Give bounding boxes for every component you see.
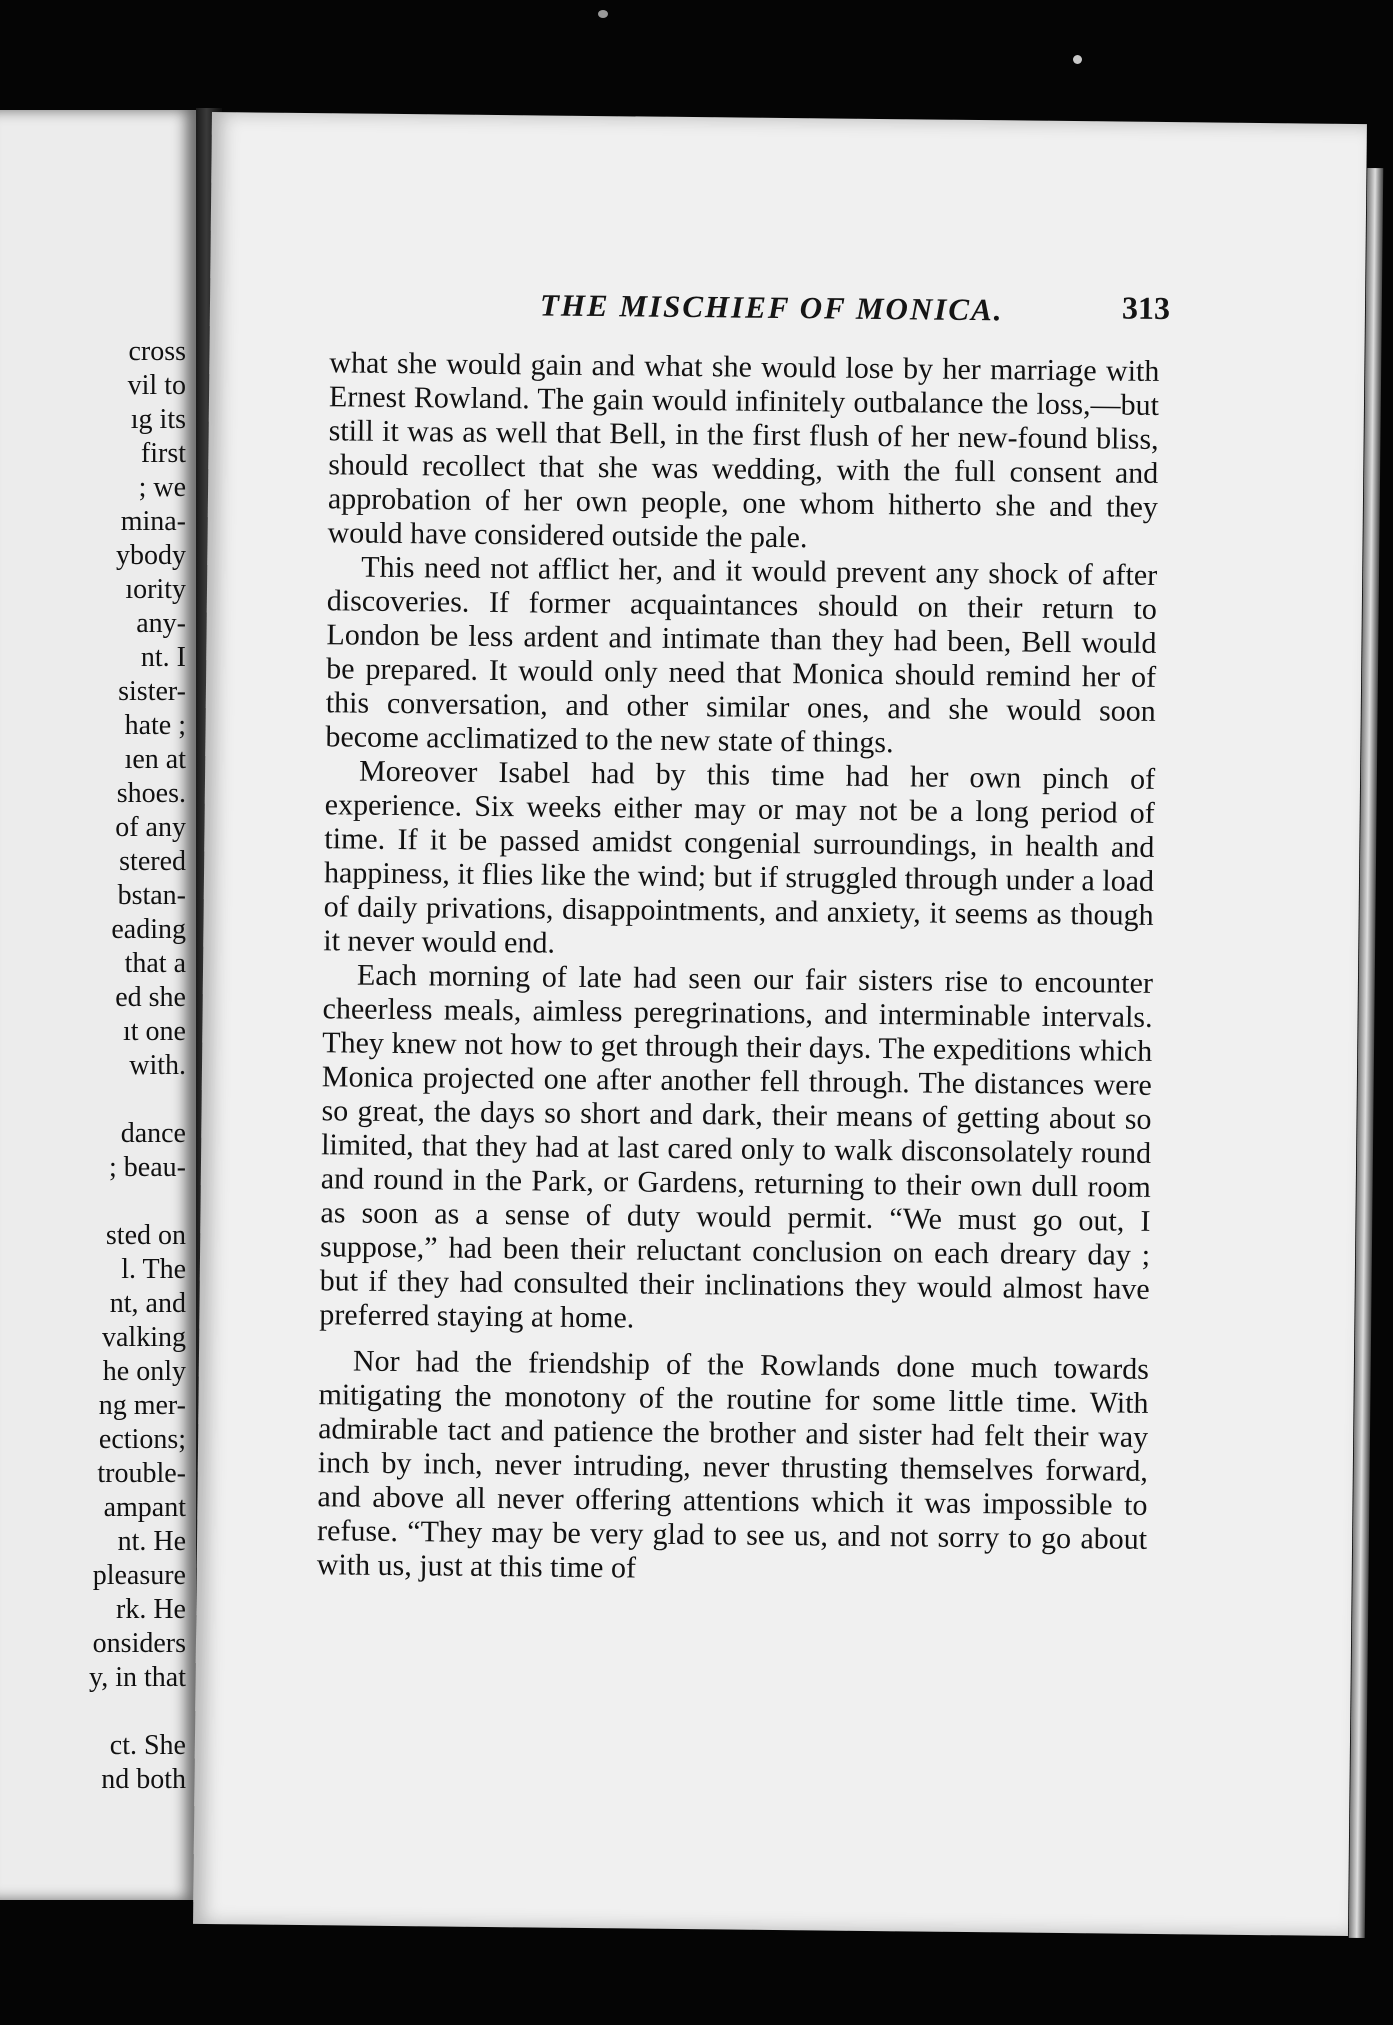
left-page-line: nt, and: [109, 1288, 186, 1319]
left-page-line: stered: [119, 846, 186, 877]
left-page-line: ections;: [98, 1424, 186, 1455]
left-facing-page: [0, 110, 200, 1900]
left-page-line: ampant: [103, 1492, 186, 1523]
paragraph: Moreover Isabel had by this time had her own pinch of experience. Six weeks either may or may not be a long period of time. If it be passed amidst congenial surroundings, in health and happiness, it flies like the wind; but if struggled through under a load of daily privations, disappointments, and anxiety, it seems as though it never would end.: [323, 754, 1156, 960]
left-page-line: onsiders: [92, 1628, 186, 1659]
left-page-line: ng mer-: [98, 1390, 186, 1421]
left-page-line: ed she: [115, 982, 186, 1013]
scan-speck: [1073, 55, 1082, 64]
left-page-line: nt. He: [117, 1526, 186, 1557]
left-page-line: nt. I: [140, 642, 186, 673]
left-page-line: ıority: [125, 574, 186, 605]
left-page-line: eading: [111, 914, 186, 945]
left-page-line: l. The: [121, 1254, 186, 1285]
scan-speck: [598, 10, 608, 18]
left-page-line: nd both: [101, 1764, 186, 1795]
paragraph: what she would gain and what she would lose by her marriage with Ernest Rowland. The gain would infinitely outbalance the loss,—but still it was as well that Bell, in the first flush of her new-found bliss, should recollect that she was wedding, with the full consent and approbation of her own people, one whom hitherto she and they would have considered outside the pale.: [327, 346, 1160, 555]
left-page-line: sister-: [118, 676, 186, 707]
left-page-line: [89, 1185, 186, 1219]
left-page-line: valking: [102, 1322, 186, 1353]
left-page-line: that a: [124, 948, 186, 979]
left-page-line: vil to: [127, 370, 186, 401]
left-page-line: mina-: [120, 506, 186, 537]
left-page-line: ; we: [138, 472, 186, 503]
left-page-line: he only: [102, 1356, 186, 1387]
left-page-line: bstan-: [117, 880, 186, 911]
left-page-line: sted on: [105, 1220, 186, 1251]
left-page-line: pleasure: [92, 1560, 186, 1591]
running-head: THE MISCHIEF OF MONICA.: [539, 287, 1004, 328]
paragraph: Nor had the friendship of the Rowlands done much towards mitigating the monotony of the routine for some little time. With admirable tact and patience the brother and sister had felt their way inch by inch, never intruding, never thrusting themselves forward, and above all never offering attentions which it was impossible to refuse. “They may be very glad to see us, and not sorry to go about with us, just at this time of: [316, 1344, 1150, 1585]
left-page-line: ; beau-: [109, 1152, 186, 1183]
left-page-line: hate ;: [124, 710, 186, 741]
paragraph: Each morning of late had seen our fair sisters rise to encounter cheerless meals, aimless peregrinations, and interminable intervals. They knew not how to get through their days. The expeditions which Monica projected one after another fell through. The distances were so great, the days so short and dark, their means of getting about so limited, that they had at last cared only to walk disconsolately round and round in the Park, or Gardens, returning to their own dull room as soon as a sense of duty would permit. “We must go out, I suppose,” had been their reluctant conclusion on each dreary day ; but if they had consulted their inclinations they would almost have preferred staying at home.: [319, 958, 1154, 1335]
left-page-text-fragments: [89, 335, 186, 1797]
left-page-line: ct. She: [109, 1730, 186, 1761]
left-page-line: ıg its: [130, 404, 186, 435]
right-page: [193, 112, 1367, 1936]
left-page-line: trouble-: [97, 1458, 186, 1489]
left-page-line: with.: [129, 1050, 186, 1081]
left-page-line: first: [140, 438, 186, 469]
left-page-line: y, in that: [89, 1662, 186, 1693]
left-page-line: dance: [120, 1118, 186, 1149]
page-number: 313: [1121, 289, 1171, 327]
left-page-line: shoes.: [116, 778, 186, 809]
left-page-line: any-: [136, 608, 186, 639]
left-page-line: ıt one: [123, 1016, 186, 1047]
left-page-line: ıen at: [124, 744, 186, 775]
left-page-line: ybody: [116, 540, 186, 571]
left-page-line: [89, 1083, 186, 1117]
left-page-line: of any: [115, 812, 186, 843]
body-text: [317, 346, 1160, 1591]
left-page-line: rk. He: [116, 1594, 186, 1625]
paragraph: This need not afflict her, and it would prevent any shock of after discoveries. If former acquaintances should on their return to London be less ardent and intimate than they had been, Bell would be prepared. It would only need that Monica should remind her of this conversation, and other similar ones, and she would soon become acclimatized to the new state of things.: [325, 550, 1158, 760]
left-page-line: [89, 1695, 186, 1729]
left-page-line: cross: [128, 336, 186, 367]
